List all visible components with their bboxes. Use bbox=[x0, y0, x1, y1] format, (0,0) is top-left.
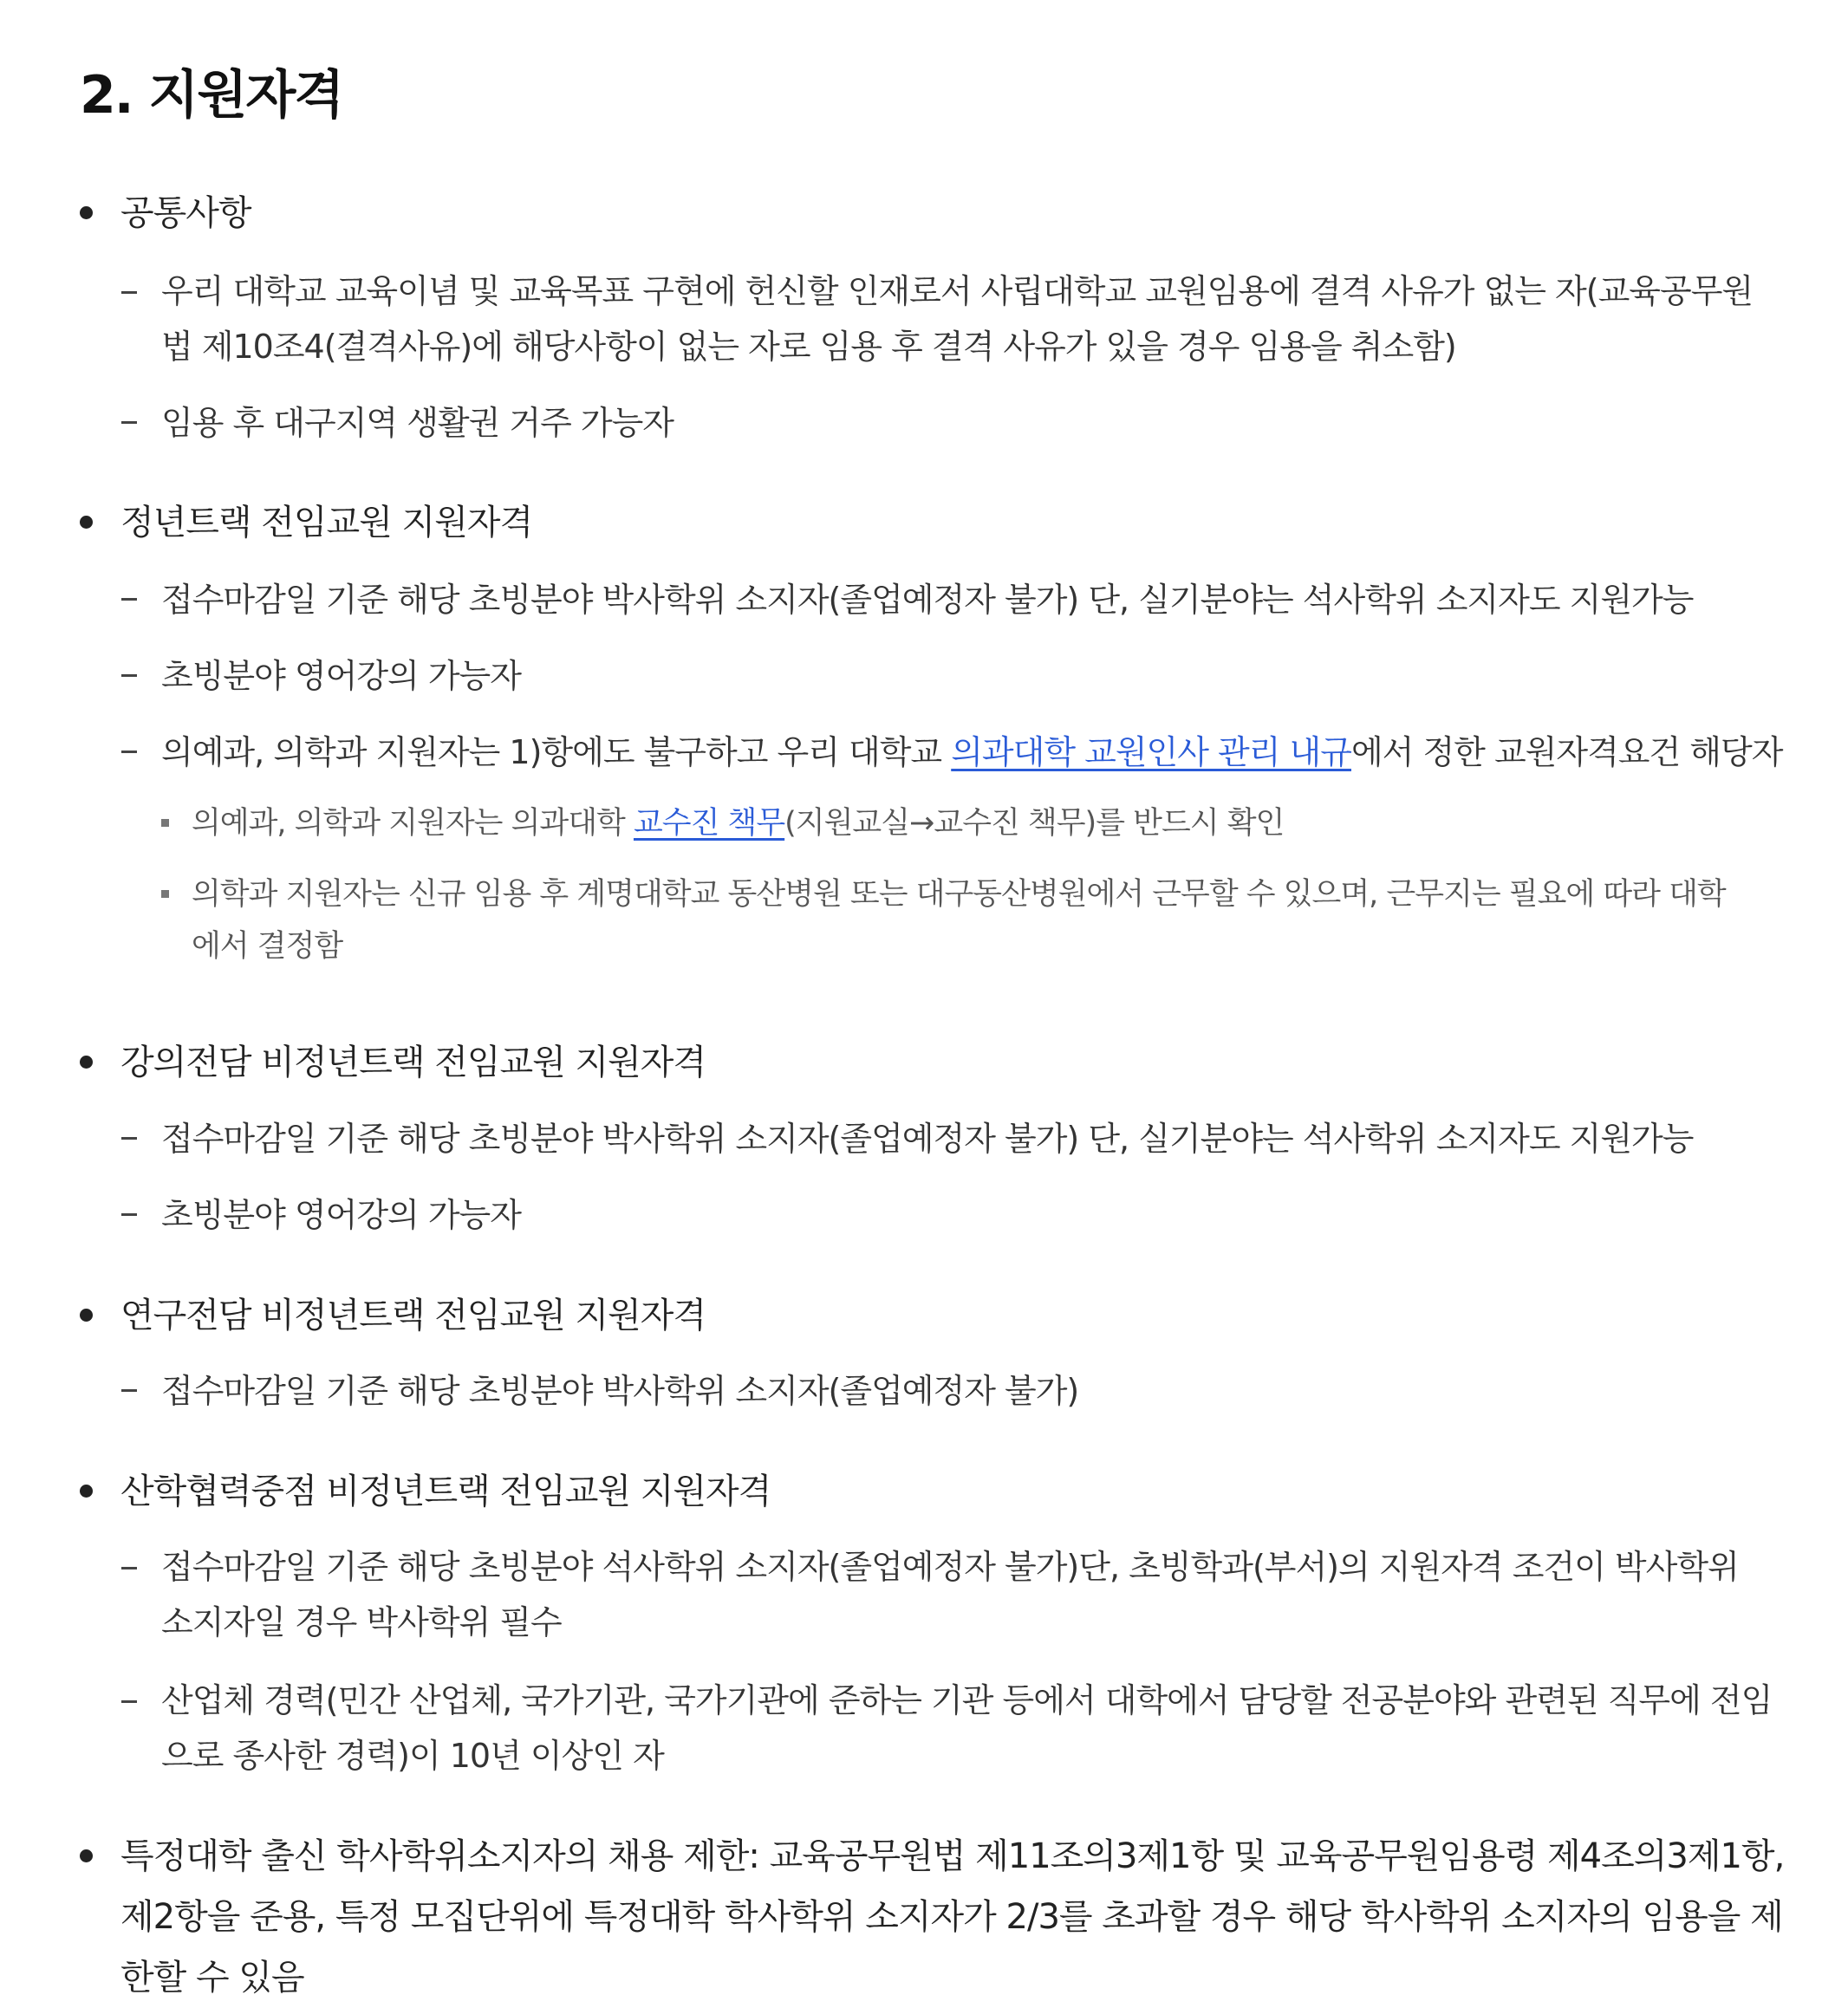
bullet-dot bbox=[80, 1056, 93, 1069]
bullet-dot bbox=[80, 516, 93, 529]
dash-marker bbox=[121, 1213, 137, 1216]
dash-marker bbox=[121, 421, 137, 424]
note-text: (지원교실→교수진 책무)를 반드시 확인 bbox=[784, 806, 1285, 841]
note-text: 의예과, 의학과 지원자는 의과대학 bbox=[192, 806, 634, 841]
bullet-research-track: 연구전담 비정년트랙 전임교원 지원자격 bbox=[120, 1296, 706, 1335]
list-item: 초빙분야 영어강의 가능자 bbox=[161, 1196, 521, 1234]
dash-marker bbox=[121, 751, 137, 753]
dash-marker bbox=[121, 1389, 137, 1392]
list-item: 산업체 경력(민간 산업체, 국가기관, 국가기관에 준하는 기관 등에서 대학에서 담당할 전공분야와 관련된 직무에 전임으로 종사한 경력)이 10년 이상인 자 bbox=[161, 1681, 1773, 1775]
bullet-university-restriction: 특정대학 출신 학사학위소지자의 채용 제한: 교육공무원법 제11조의3제1항 및 교육공무원임용령 제4조의3제1항, 제2항을 준용, 특정 모집단위에 특정대학 학사학위 소지자가 2/3를 초과할 경우 해당 학사학위 소지자의 임용을 제한할 수 있음 bbox=[120, 1836, 1785, 1998]
square-marker bbox=[161, 819, 169, 827]
dash-marker bbox=[121, 291, 137, 294]
bullet-dot bbox=[80, 206, 93, 219]
square-marker bbox=[161, 890, 169, 898]
list-item: 우리 대학교 교육이념 및 교육목표 구현에 헌신할 인재로서 사립대학교 교원임용에 결격 사유가 없는 자(교육공무원법 제10조4(결격사유)에 해당사항이 없는 자로 임용 후 결격 사유가 있을 경우 임용을 취소함) bbox=[161, 272, 1754, 366]
bullet-tenure-track: 정년트랙 전임교원 지원자격 bbox=[120, 503, 533, 543]
list-item: 임용 후 대구지역 생활권 거주 가능자 bbox=[161, 404, 674, 442]
dash-marker bbox=[121, 1567, 137, 1569]
list-item: 접수마감일 기준 해당 초빙분야 박사학위 소지자(졸업예정자 불가) 단, 실기분야는 석사학위 소지자도 지원가능 bbox=[161, 1120, 1694, 1158]
bullet-common: 공통사항 bbox=[120, 193, 251, 233]
faculty-duties-link[interactable]: 교수진 책무 bbox=[633, 806, 785, 841]
bullet-teaching-track: 강의전담 비정년트랙 전임교원 지원자격 bbox=[120, 1043, 706, 1082]
note-item: 의학과 지원자는 신규 임용 후 계명대학교 동산병원 또는 대구동산병원에서 근무할 수 있으며, 근무지는 필요에 따라 대학에서 결정함 bbox=[192, 877, 1726, 964]
bullet-industry-track: 산학협력중점 비정년트랙 전임교원 지원자격 bbox=[120, 1472, 771, 1511]
dash-marker bbox=[121, 1137, 137, 1140]
bullet-dot bbox=[80, 1849, 93, 1862]
list-item: 접수마감일 기준 해당 초빙분야 석사학위 소지자(졸업예정자 불가)단, 초빙학과(부서)의 지원자격 조건이 박사학위 소지자일 경우 박사학위 필수 bbox=[161, 1548, 1739, 1641]
note-item-with-link bbox=[192, 797, 1284, 849]
list-item: 접수마감일 기준 해당 초빙분야 박사학위 소지자(졸업예정자 불가) bbox=[161, 1372, 1079, 1410]
bullet-dot bbox=[80, 1485, 93, 1498]
list-item: 접수마감일 기준 해당 초빙분야 박사학위 소지자(졸업예정자 불가) 단, 실기분야는 석사학위 소지자도 지원가능 bbox=[161, 581, 1694, 619]
list-item-text: 에서 정한 교원자격요건 해당자 bbox=[1350, 733, 1783, 771]
dash-marker bbox=[121, 674, 137, 677]
dash-marker bbox=[121, 598, 137, 601]
section-title: 2. 지원자격 bbox=[80, 65, 343, 126]
faculty-regulation-link[interactable]: 의과대학 교원인사 관리 내규 bbox=[951, 733, 1351, 771]
list-item-text: 의예과, 의학과 지원자는 1)항에도 불구하고 우리 대학교 bbox=[161, 733, 952, 771]
list-item-with-link bbox=[161, 725, 1782, 780]
bullet-dot bbox=[80, 1309, 93, 1322]
list-item: 초빙분야 영어강의 가능자 bbox=[161, 657, 521, 695]
dash-marker bbox=[121, 1700, 137, 1703]
